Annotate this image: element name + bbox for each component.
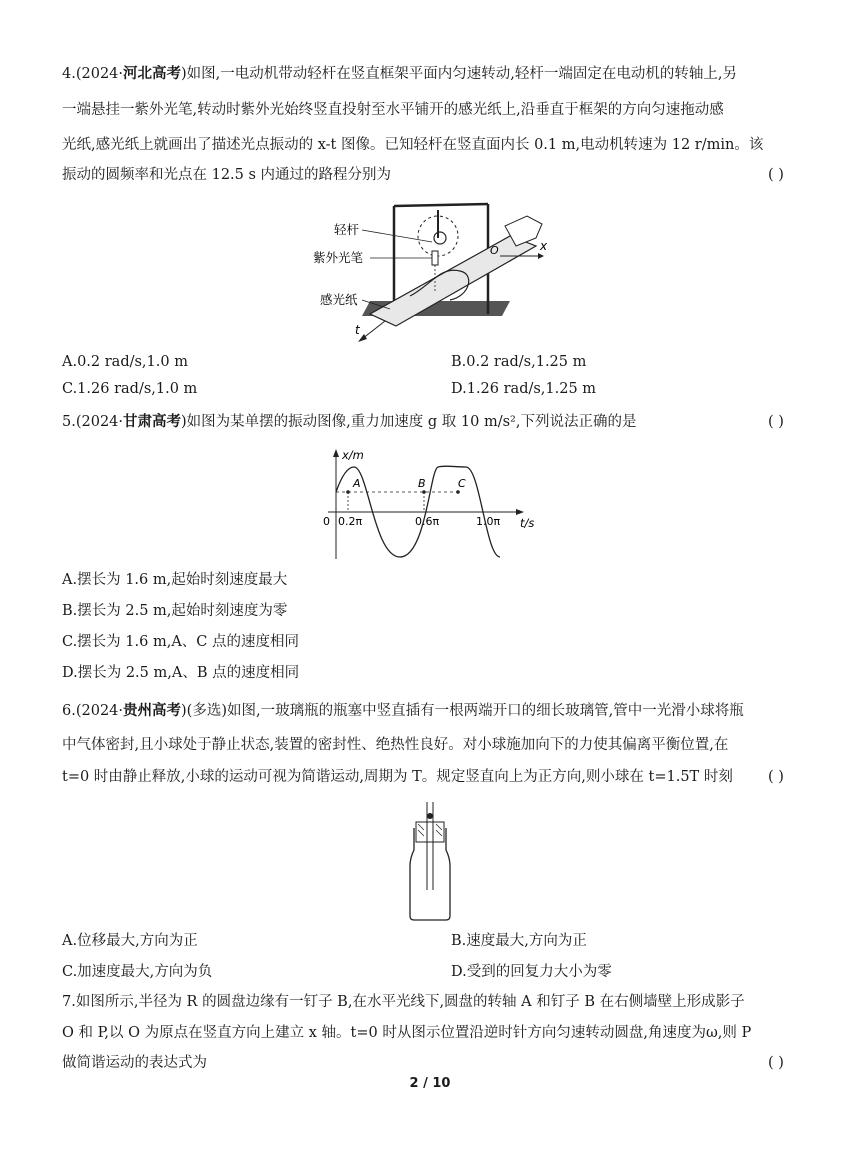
q7-line-2: O 和 P,以 O 为原点在竖直方向上建立 x 轴。t=0 时从图示位置沿逆时针方向匀速转动圆盘,角速度为ω,则 P (62, 1025, 752, 1041)
q5-source: 甘肃高考 (123, 414, 182, 430)
q5-y-arrow (333, 449, 339, 457)
q4-option-b[interactable]: B.0.2 rad/s,1.25 m (451, 354, 587, 370)
q6-option-d[interactable]: D.受到的回复力大小为零 (451, 964, 612, 980)
q4-label-paper: 感光纸 (320, 292, 358, 307)
q4-line-3: 光纸,感光纸上就画出了描述光点振动的 x-t 图像。已知轻杆在竖直面内长 0.1 m,电动机转速为 12 r/min。该 (62, 137, 764, 153)
q5-xlabel: t/s (520, 516, 535, 530)
q6-text-1: 如图,一玻璃瓶的瓶塞中竖直插有一根两端开口的细长玻璃管,管中一光滑小球将瓶 (227, 703, 744, 719)
q5-option-d[interactable]: D.摆长为 2.5 m,A、B 点的速度相同 (62, 665, 300, 681)
q5-origin: 0 (323, 515, 330, 528)
q5-answer-paren: ( ) (768, 414, 784, 430)
q5-graph (318, 447, 548, 562)
q4-x-arrow (538, 253, 544, 259)
q4-frame-top (394, 204, 488, 206)
q5-tick-0: 0.2π (338, 515, 363, 528)
q4-t-axis (362, 321, 385, 339)
q5-option-b[interactable]: B.摆长为 2.5 m,起始时刻速度为零 (62, 603, 288, 619)
q5-point-b: B (418, 477, 426, 490)
q6-line-3: t=0 时由静止释放,小球的运动可视为简谐运动,周期为 T。规定竖直向上为正方向,则小球在 t=1.5T 时刻 (62, 769, 733, 785)
q4-source: 河北高考 (123, 66, 182, 82)
q4-answer-paren: ( ) (768, 167, 784, 183)
q6-bottle-figure (400, 800, 460, 922)
q4-line-4: 振动的圆频率和光点在 12.5 s 内通过的路程分别为 (62, 167, 392, 183)
q6-option-b[interactable]: B.速度最大,方向为正 (451, 933, 587, 949)
q4-motor (434, 232, 446, 244)
q5-point-c: C (458, 477, 466, 490)
q4-label-x: x (540, 239, 548, 253)
q7-line-1: 7.如图所示,半径为 R 的圆盘边缘有一钉子 B,在水平光线下,圆盘的转轴 A 和钉子 B 在右侧墙壁上形成影子 (62, 994, 745, 1010)
q4-line-2: 一端悬挂一紫外光笔,转动时紫外光始终竖直投射至水平铺开的感光纸上,沿垂直于框架的方向匀速拖动感 (62, 102, 724, 118)
q4-rod-leader (362, 230, 432, 242)
q4-line-1 (62, 64, 737, 84)
q6-line-2: 中气体密封,且小球处于静止状态,装置的密封性、绝热性良好。对小球施加向下的力使其偏离平衡位置,在 (62, 737, 729, 753)
q5-ylabel: x/m (342, 448, 364, 462)
q4-label-t: t (355, 323, 360, 337)
q4-option-d[interactable]: D.1.26 rad/s,1.25 m (451, 381, 597, 397)
q4-label-rod: 轻杆 (334, 222, 360, 237)
q5-x-arrow (516, 509, 524, 515)
q6-line-1 (62, 701, 744, 721)
q6-option-c[interactable]: C.加速度最大,方向为负 (62, 964, 213, 980)
q4-label-o: O (490, 244, 499, 257)
q5-option-c[interactable]: C.摆长为 1.6 m,A、C 点的速度相同 (62, 634, 299, 650)
q6-number: 6.(2024· (62, 703, 124, 719)
q4-pen (432, 251, 438, 265)
page-number: 2 / 10 (409, 1076, 451, 1091)
q5-number: 5.(2024· (62, 414, 124, 430)
q6-option-a[interactable]: A.位移最大,方向为正 (62, 933, 198, 949)
q7-line-3: 做简谐运动的表达式为 (62, 1055, 207, 1071)
q6-tag: )(多选) (181, 703, 227, 719)
q4-figure (310, 196, 560, 346)
q5-line-1 (62, 412, 636, 432)
q5-point-c-dot (456, 490, 460, 494)
q4-option-a[interactable]: A.0.2 rad/s,1.0 m (62, 354, 188, 370)
q6-source: 贵州高考 (123, 703, 182, 719)
q6-ball (427, 813, 433, 819)
q5-text-1: )如图为某单摆的振动图像,重力加速度 g 取 10 m/s²,下列说法正确的是 (181, 414, 637, 430)
q4-number: 4.(2024· (62, 66, 124, 82)
q5-option-a[interactable]: A.摆长为 1.6 m,起始时刻速度最大 (62, 572, 288, 588)
q5-tick-1: 0.6π (415, 515, 440, 528)
q6-answer-paren: ( ) (768, 769, 784, 785)
q5-tick-2: 1.0π (476, 515, 501, 528)
q5-point-a: A (353, 477, 361, 490)
q4-label-pen: 紫外光笔 (313, 250, 364, 265)
q4-option-c[interactable]: C.1.26 rad/s,1.0 m (62, 381, 198, 397)
q7-answer-paren: ( ) (768, 1055, 784, 1071)
q4-text-1: )如图,一电动机带动轻杆在竖直框架平面内匀速转动,轻杆一端固定在电动机的转轴上,另 (181, 66, 737, 82)
